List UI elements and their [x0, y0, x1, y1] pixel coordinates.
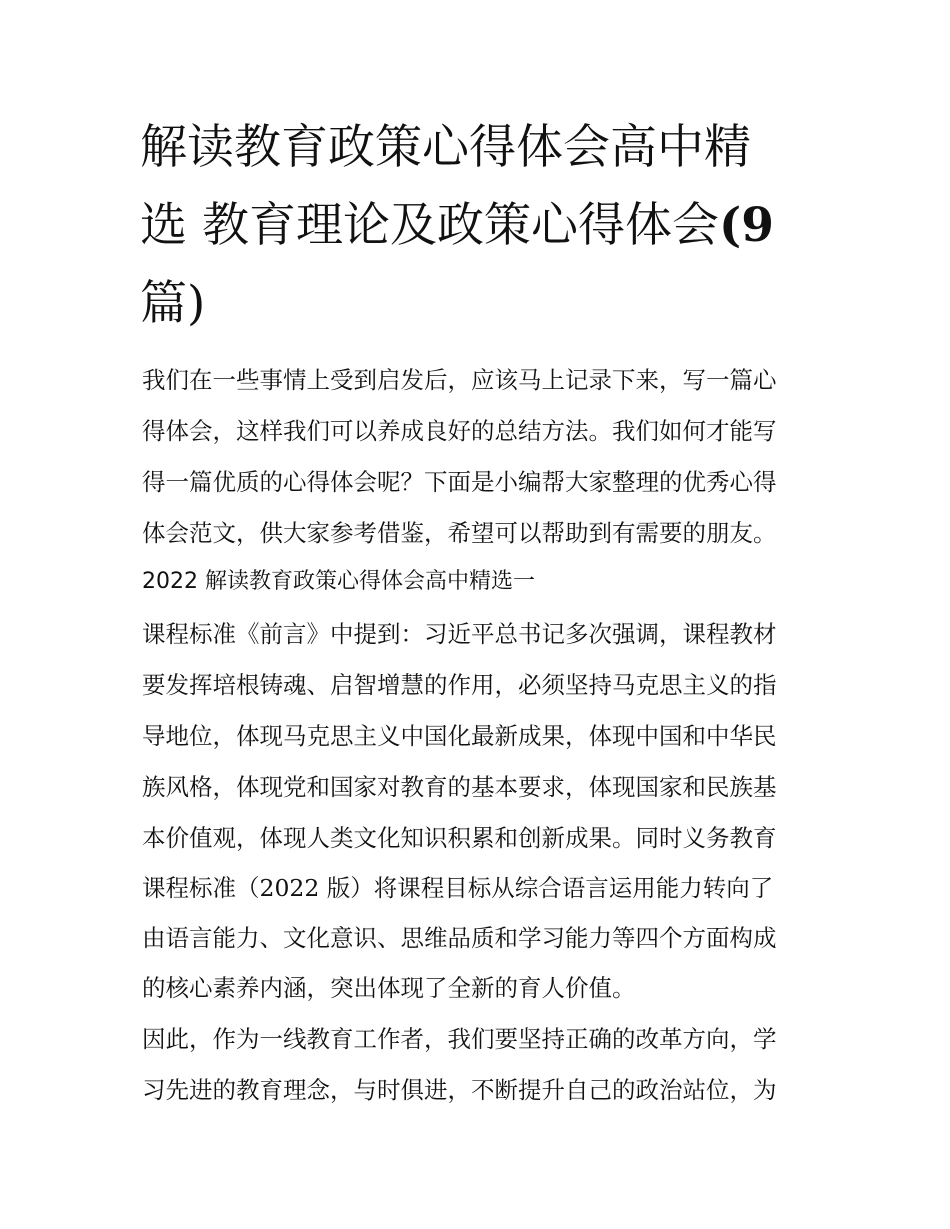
intro-line-1: 我们在一些事情上受到启发后，应该马上记录下来，写一篇心 — [142, 366, 777, 394]
title-line-1: 解读教育政策心得体会高中精 — [140, 120, 751, 175]
paragraph1-line-8: 的核心素养内涵，突出体现了全新的育人价值。 — [142, 974, 636, 1002]
paragraph1-line-2: 要发挥培根铸魂、启智增慧的作用，必须坚持马克思主义的指 — [142, 671, 777, 699]
title-line-2-text: 选 教育理论及政策心得体会 — [140, 198, 719, 253]
paragraph1-line-4: 族风格，体现党和国家对教育的基本要求，体现国家和民族基 — [142, 773, 777, 801]
paragraph1-line-3: 导地位，体现马克思主义中国化最新成果，体现中国和中华民 — [142, 722, 777, 750]
section-heading: 2022 解读教育政策心得体会高中精选一 — [142, 569, 535, 594]
title-line-2 — [140, 196, 774, 256]
paragraph1-line-1: 课程标准《前言》中提到：习近平总书记多次强调，课程教材 — [142, 620, 777, 648]
title-line-3: 篇) — [140, 276, 206, 331]
paragraph1-line-5: 本价值观，体现人类文化知识积累和创新成果。同时义务教育 — [142, 824, 777, 852]
paragraph2-line-2: 习先进的教育理念，与时俱进，不断提升自己的政治站位，为 — [142, 1076, 777, 1104]
paragraph1-line-6: 课程标准（2022 版）将课程目标从综合语言运用能力转向了 — [142, 874, 774, 902]
title-line-2-tail: (9 — [718, 198, 774, 253]
intro-line-3: 得一篇优质的心得体会呢？下面是小编帮大家整理的优秀心得 — [142, 468, 777, 496]
intro-line-4: 体会范文，供大家参考借鉴，希望可以帮助到有需要的朋友。 — [142, 519, 777, 547]
paragraph2-line-1: 因此，作为一线教育工作者，我们要坚持正确的改革方向，学 — [142, 1025, 777, 1053]
intro-line-2: 得体会，这样我们可以养成良好的总结方法。我们如何才能写 — [142, 417, 777, 445]
paragraph1-line-7: 由语言能力、文化意识、思维品质和学习能力等四个方面构成 — [142, 924, 777, 952]
